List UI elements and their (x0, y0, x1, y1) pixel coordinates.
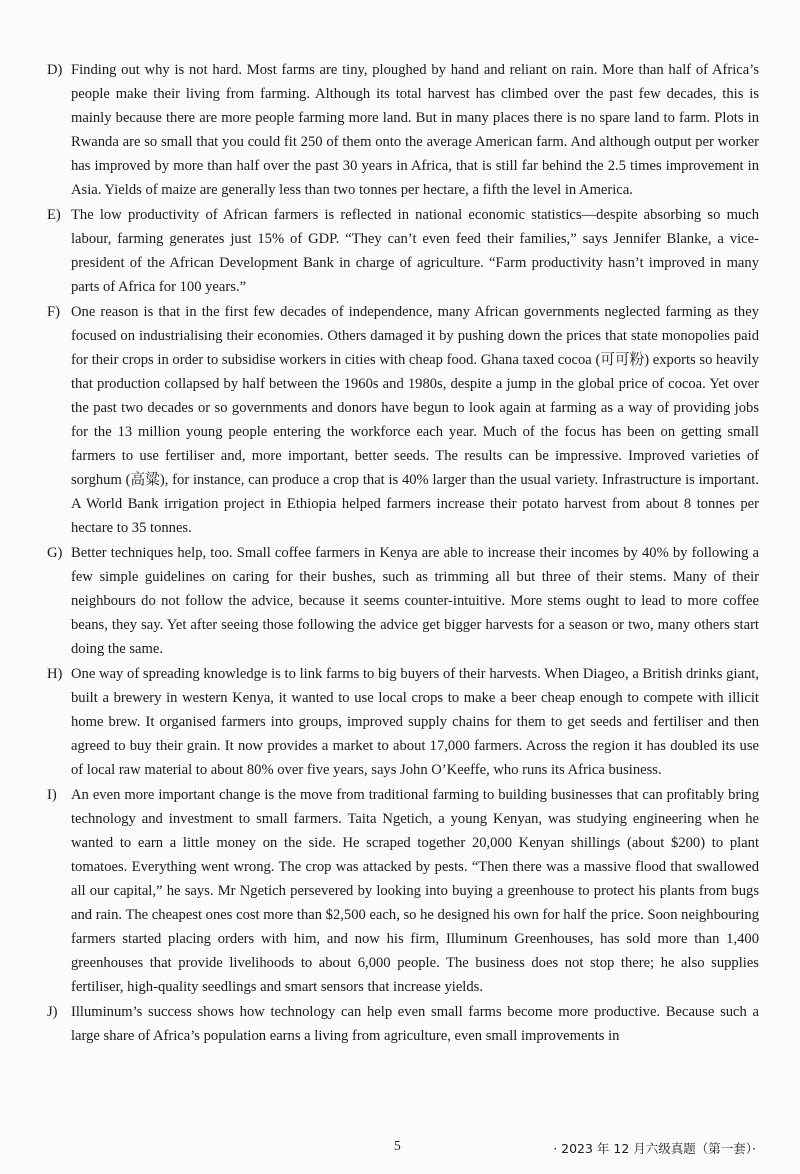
paragraph-letter: D) (47, 62, 63, 78)
paragraph-letter: H) (47, 666, 63, 682)
paragraph-text: Illuminum’s success shows how technology can help even small farms become more productive. Because such a large share of Africa’s population earns a living from agriculture, even small improvements in (71, 1004, 759, 1044)
paragraph-f (47, 300, 759, 540)
paragraph-text: One reason is that in the first few decades of independence, many African governments neglected farming as they focused on industrialising their economies. Others damaged it by pushing down the prices that state monopolies paid for their crops in order to subsidise workers in cities with cheap food. Ghana taxed cocoa (可可粉) exports so heavily that production collapsed by half between the 1960s and 1980s, despite a jump in the global price of cocoa. Yet over the past two decades or so governments and donors have begun to look again at farming as a way of providing jobs for the 13 million young people entering the workforce each year. Much of the focus has been on getting small farmers to use fertiliser and, more important, better seeds. The results can be impressive. Improved varieties of sorghum (高粱), for instance, can produce a crop that is 40% larger than the usual variety. Infrastructure is important. A World Bank irrigation project in Ethiopia helped farmers increase their potato harvest from about 8 tonnes per hectare to 35 tonnes. (71, 304, 759, 536)
page-number: 5 (394, 1138, 401, 1153)
paragraph-e (47, 203, 759, 299)
paragraph-text: An even more important change is the move from traditional farming to building businesses that can profitably bring technology and investment to small farmers. Taita Ngetich, a young Kenyan, was studying engineering when he wanted to earn a little money on the side. He scraped together 20,000 Kenyan shillings (about $200) to plant tomatoes. Everything went wrong. The crop was attacked by pests. “Then there was a massive flood that swallowed all our capital,” he says. Mr Ngetich persevered by looking into buying a greenhouse to protect his plants from bugs and rain. The cheapest ones cost more than $2,500 each, so he designed his own for half the price. Soon neighbouring farmers started placing orders with him, and now his firm, Illuminum Greenhouses, has sold more than 1,400 greenhouses that provide livelihoods to about 6,000 people. The business does not stop there; he also supplies fertiliser, high-quality seedlings and smart sensors that increase yields. (71, 787, 759, 995)
paragraph-letter: F) (47, 304, 60, 320)
paragraph-g (47, 541, 759, 661)
paragraph-j (47, 1000, 759, 1048)
paragraph-letter: E) (47, 207, 61, 223)
paragraph-text: Better techniques help, too. Small coffee farmers in Kenya are able to increase their incomes by 40% by following a few simple guidelines on caring for their bushes, such as trimming all but three of their stems. Many of their neighbours do not follow the advice, because it seems counter-intuitive. More stems ought to lead to more coffee beans, they say. Yet after seeing those following the advice get bigger harvests for a season or two, many others start doing the same. (71, 545, 759, 657)
page-footer (0, 1138, 800, 1160)
exam-label: · 2023 年 12 月六级真题（第一套）· (553, 1141, 756, 1156)
paragraph-text: One way of spreading knowledge is to link farms to big buyers of their harvests. When Diageo, a British drinks giant, built a brewery in western Kenya, it wanted to use local crops to make a beer cheap enough to compete with illicit home brew. It organised farmers into groups, improved supply chains for them to get seeds and fertiliser and then agreed to buy their grain. It now provides a market to about 17,000 farmers. Across the region it has doubled its use of local raw material to about 80% over five years, says John O’Keeffe, who runs its Africa business. (71, 666, 759, 778)
paragraph-i (47, 783, 759, 999)
paragraph-letter: G) (47, 545, 63, 561)
paragraph-h (47, 662, 759, 782)
passage-body (47, 58, 759, 1049)
paragraph-letter: J) (47, 1004, 58, 1020)
paragraph-text: Finding out why is not hard. Most farms are tiny, ploughed by hand and reliant on rain. More than half of Africa’s people make their living from farming. Although its total harvest has climbed over the past few decades, this is mainly because there are more people farming more land. But in many places there is no spare land to farm. Plots in Rwanda are so small that you could fit 250 of them onto the average American farm. And although output per worker has improved by more than half over the past 30 years in Africa, that is still far behind the 2.5 times improvement in Asia. Yields of maize are generally less than two tonnes per hectare, a fifth the level in America. (71, 62, 759, 198)
paragraph-letter: I) (47, 787, 57, 803)
paragraph-text: The low productivity of African farmers is reflected in national economic statistics—despite absorbing so much labour, farming generates just 15% of GDP. “They can’t even feed their families,” says Jennifer Blanke, a vice-president of the African Development Bank in charge of agriculture. “Farm productivity hasn’t improved in many parts of Africa for 100 years.” (71, 207, 759, 295)
paragraph-d (47, 58, 759, 202)
